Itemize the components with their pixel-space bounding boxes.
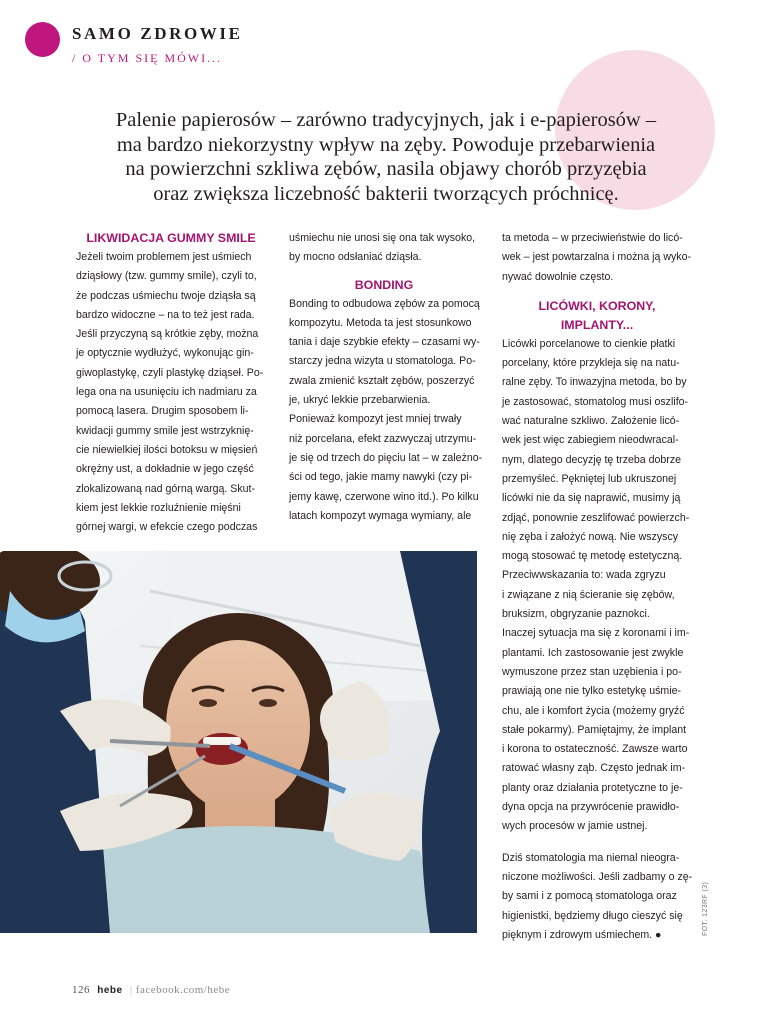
text-line: chu, ale i komfort życia (możemy gryźć xyxy=(502,704,685,717)
text-line: je optycznie wydłużyć, wykonując gin- xyxy=(76,347,254,360)
text-line: giwoplastykę, czyli plastykę dziąseł. Po- xyxy=(76,366,264,379)
dental-photo xyxy=(0,551,477,933)
text-line: i związane z nią ścieranie się zębów, xyxy=(502,588,675,601)
text-line: starczy jedna wizyta u stomatologa. Po- xyxy=(289,355,476,368)
text-line: dziąsłowy (tzw. gummy smile), czyli to, xyxy=(76,270,257,283)
text-line: nię zęba i założyć nową. Nie wszyscy xyxy=(502,530,679,543)
text-line: planty oraz działania protetyczne to je- xyxy=(502,781,683,794)
text-line: ratować własny ząb. Często jednak im- xyxy=(502,762,686,775)
text-line: pięknym i zdrowym uśmiechem. ● xyxy=(502,928,662,941)
lead-line: ma bardzo niekorzystny wpływ na zęby. Powoduje przebarwienia xyxy=(116,133,656,156)
heading-bonding: BONDING xyxy=(354,277,414,292)
lead-line: oraz zwiększa liczebność bakterii tworzących próchnicę. xyxy=(153,182,619,205)
text-line: zlokalizowaną nad górną wargą. Skut- xyxy=(76,482,256,495)
text-line: mogą stosować tę metodę estetyczną. xyxy=(502,550,683,563)
photo-credit: FOT. 123RF (3) xyxy=(702,881,709,936)
text-line: je się od trzech do pięciu lat – w zależno- xyxy=(289,451,483,464)
text-line: je zastosować, stomatolog musi oszlifo- xyxy=(502,395,689,408)
column-3 xyxy=(502,229,692,945)
text-line: uśmiechu nie unosi się ona tak wysoko, xyxy=(289,232,476,244)
text-line: Przeciwwskazania to: wada zgryzu xyxy=(502,569,666,582)
text-line: porcelany, które przykleja się na natu- xyxy=(502,357,680,370)
column-1 xyxy=(76,229,266,537)
text-line: prawiają one nie tylko estetykę uśmie- xyxy=(502,685,682,698)
text-line: bruksizm, obgryzanie paznokci. xyxy=(502,608,650,621)
text-line: niż porcelana, efekt zazwyczaj utrzymu- xyxy=(289,432,477,445)
text-line: bardzo widoczne – na to też jest rada. xyxy=(76,308,255,321)
lead-line: na powierzchni szkliwa zębów, nasila objawy chorób przyzębia xyxy=(125,158,647,181)
column-3-closing xyxy=(502,849,692,945)
text-line: licówki nie da się naprawić, musimy ją xyxy=(502,492,681,505)
text-line: nym, dlatego decyzję tę trzeba dobrze xyxy=(502,453,682,466)
text-line: Ponieważ kompozyt jest mniej trwały xyxy=(289,413,462,426)
text-line: ralne zęby. To inwazyjna metoda, bo by xyxy=(502,376,687,389)
text-line: okrężny ust, a dokładnie w jego część xyxy=(76,463,254,476)
section-subtitle: / O TYM SIĘ MÓWI... xyxy=(72,51,223,65)
section-title: SAMO ZDROWIE xyxy=(72,24,243,43)
text-line: lega ona na usunięciu ich nadmiaru za xyxy=(76,386,257,399)
text-line: kwidacji gummy smile jest wstrzyknię- xyxy=(76,424,254,437)
text-line: plantami. Ich zastosowanie jest zwykle xyxy=(502,646,684,659)
text-line: jemy kawę, czerwone wino itd.). Po kilku xyxy=(289,490,479,503)
text-line: stałe pokarmy). Pamiętajmy, że implant xyxy=(502,723,687,736)
text-line: wać naturalne szkliwo. Założenie licó- xyxy=(502,415,680,428)
text-line: Dziś stomatologia ma niemal nieogra- xyxy=(502,851,680,864)
text-line: zwala zmienić kształt zębów, poszerzyć xyxy=(289,374,475,387)
column-2-text-top xyxy=(289,229,479,268)
text-line: dyna opcja na przywrócenie prawidło- xyxy=(502,801,680,814)
text-line: tania i daje szybkie efekty – czasami wy- xyxy=(289,336,480,349)
text-line: przemyśleć. Pękniętej lub ukruszonej xyxy=(502,472,677,485)
text-line: je, ukryć lekkie przebarwienia. xyxy=(289,394,431,407)
text-line: zdjąć, ponownie zeszlifować powierzch- xyxy=(502,511,690,524)
text-line: Licówki porcelanowe to cienkie płatki xyxy=(502,337,676,350)
text-line: wek – jest powtarzalna i można ją wyko- xyxy=(502,251,692,264)
page-number: 126 xyxy=(72,984,90,996)
heading-line: IMPLANTY... xyxy=(560,317,634,332)
text-line: ta metoda – w przeciwieństwie do licó- xyxy=(502,232,683,244)
text-line: górnej wargi, w efekcie czego podczas xyxy=(76,521,258,534)
text-line: Inaczej sytuacja ma się z koronami i im- xyxy=(502,627,690,640)
page-footer xyxy=(72,984,230,996)
footer-divider: | xyxy=(129,984,133,996)
text-line: cie niewielkiej ilości botoksu w mięsień xyxy=(76,443,258,456)
heading-gummy-smile: LIKWIDACJA GUMMY SMILE xyxy=(86,231,256,245)
lead-paragraph xyxy=(72,108,700,206)
text-line: że podczas uśmiechu twoje dziąsła są xyxy=(76,289,256,302)
text-line: kiem jest lekkie rozluźnienie mięśni xyxy=(76,501,241,514)
text-line: wymuszone przez stan uzębienia i po- xyxy=(502,665,682,678)
text-line: by sami i z pomocą stomatologa oraz xyxy=(502,890,677,903)
heading-licowki xyxy=(502,297,692,335)
text-line: niczone możliwości. Jeśli zadbamy o zę- xyxy=(502,870,693,883)
column-1-text xyxy=(76,248,266,537)
column-2-text xyxy=(289,295,483,527)
text-line: kompozytu. Metoda ta jest stosunkowo xyxy=(289,316,472,329)
footer-url[interactable]: facebook.com/hebe xyxy=(135,984,231,996)
text-line: higienistki, będziemy długo cieszyć się xyxy=(502,909,683,922)
text-line: nywać dowolnie często. xyxy=(502,270,614,283)
text-line: Bonding to odbudowa zębów za pomocą xyxy=(289,297,480,310)
column-3-text-top xyxy=(502,229,692,287)
text-line: Jeśli przyczyną są krótkie zęby, można xyxy=(76,328,259,341)
text-line: by mocno odsłaniać dziąsła. xyxy=(289,251,422,264)
text-line: pomocą lasera. Drugim sposobem li- xyxy=(76,405,249,418)
column-3-text xyxy=(502,335,692,837)
lead-line: Palenie papierosów – zarówno tradycyjnych, jak i e-papierosów – xyxy=(115,109,657,131)
column-2 xyxy=(289,229,483,526)
text-line: wek jest więc zabiegiem nieodwracal- xyxy=(502,434,679,447)
text-line: wych procesów w jamie ustnej. xyxy=(502,820,648,833)
text-line: latach kompozyt wymaga wymiany, ale xyxy=(289,509,472,522)
text-line: Jeżeli twoim problemem jest uśmiech xyxy=(76,251,252,263)
section-dot xyxy=(25,22,60,57)
brand-logo: hebe xyxy=(97,985,123,996)
text-line: i korona to ostateczność. Zawsze warto xyxy=(502,743,688,756)
heading-line: LICÓWKI, KORONY, xyxy=(538,298,656,313)
text-line: ści od tego, jakie mamy nawyki (czy pi- xyxy=(289,471,473,484)
